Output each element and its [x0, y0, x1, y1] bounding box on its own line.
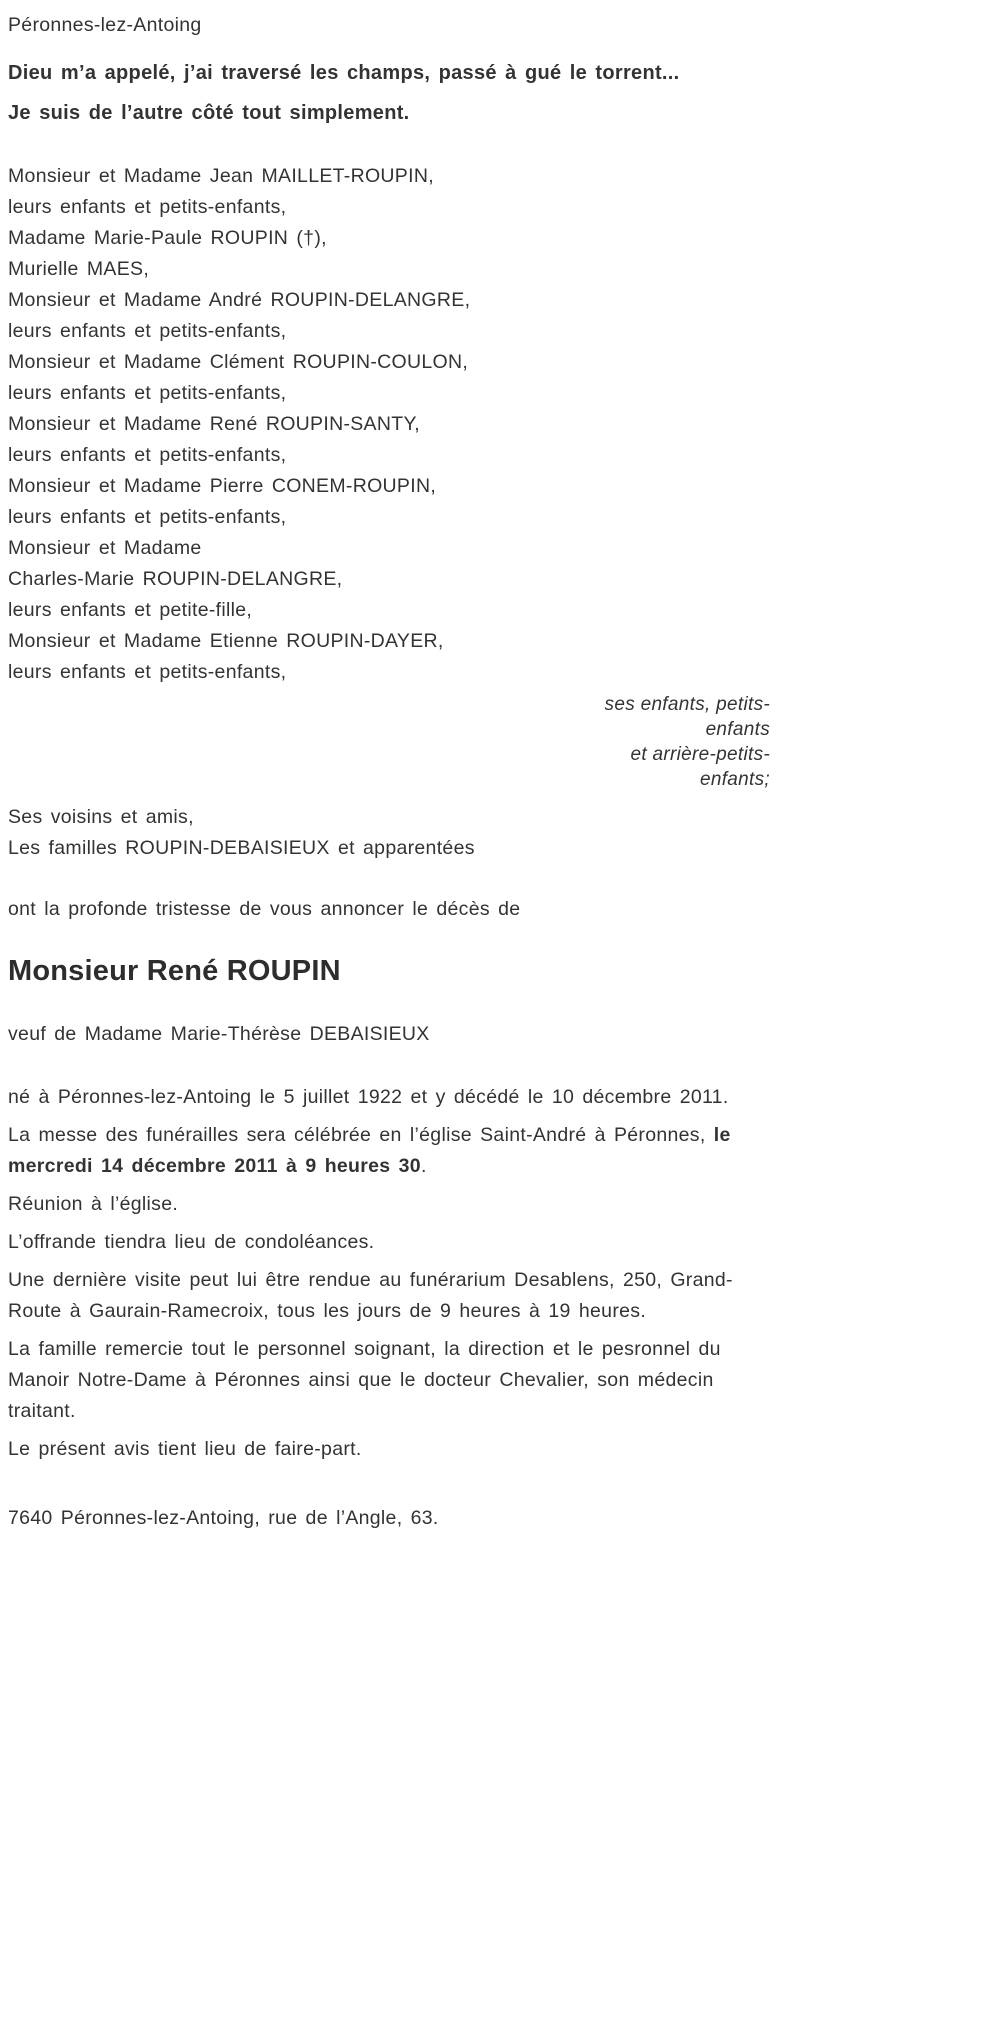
family-line: leurs enfants et petits-enfants, — [8, 320, 287, 342]
deceased-name-title: Monsieur René ROUPIN — [8, 955, 341, 987]
relation-line: veuf de Madame Marie-Thérèse DEBAISIEUX — [8, 1023, 430, 1045]
funeral-mass-paragraph — [8, 1120, 756, 1182]
family-line: Monsieur et Madame Etienne ROUPIN-DAYER, — [8, 630, 444, 652]
family-line: Madame Marie-Paule ROUPIN (†), — [8, 227, 327, 249]
descendants-line: et arrière-petits- — [630, 744, 770, 765]
faire-part-line: Le présent avis tient lieu de faire-part. — [8, 1438, 362, 1460]
descendants-note — [8, 692, 770, 792]
last-visit-paragraph: Une dernière visite peut lui être rendue au funérarium Desablens, 250, Grand-Route à Gaurain-Ramecroix, tous les jours de 9 heures à 19 heures. — [8, 1269, 733, 1322]
family-line: leurs enfants et petits-enfants, — [8, 661, 287, 683]
epitaph-line-1: Dieu m’a appelé, j’ai traversé les champs, passé à gué le torrent... — [8, 62, 680, 84]
family-list — [8, 161, 990, 688]
epitaph-line-2: Je suis de l’autre côté tout simplement. — [8, 102, 410, 124]
descendants-line: ses enfants, petits- — [604, 694, 770, 715]
announcement-intro: ont la profonde tristesse de vous annoncer le décès de — [8, 898, 521, 920]
descendants-line: enfants; — [699, 769, 770, 790]
family-line: Monsieur et Madame Jean MAILLET-ROUPIN, — [8, 165, 434, 187]
reunion-line: Réunion à l’église. — [8, 1193, 179, 1215]
family-line: Monsieur et Madame André ROUPIN-DELANGRE, — [8, 289, 471, 311]
place-line: Péronnes-lez-Antoing — [8, 14, 202, 36]
family-line: leurs enfants et petite-fille, — [8, 599, 253, 621]
family-line: Monsieur et Madame René ROUPIN-SANTY, — [8, 413, 420, 435]
birth-death-paragraph: né à Péronnes-lez-Antoing le 5 juillet 1922 et y décédé le 10 décembre 2011. — [8, 1086, 729, 1108]
family-line: leurs enfants et petits-enfants, — [8, 444, 287, 466]
family-line: Murielle MAES, — [8, 258, 150, 280]
family-line: Charles-Marie ROUPIN-DELANGRE, — [8, 568, 343, 590]
family-line: Monsieur et Madame — [8, 537, 202, 559]
closing-line-families: Les familles ROUPIN-DEBAISIEUX et apparentées — [8, 837, 475, 859]
funeral-mass-period: . — [420, 1155, 427, 1177]
family-line: leurs enfants et petits-enfants, — [8, 506, 287, 528]
descendants-line: enfants — [705, 719, 770, 740]
family-line: Monsieur et Madame Pierre CONEM-ROUPIN, — [8, 475, 437, 497]
closing-lines — [8, 802, 990, 864]
address-line: 7640 Péronnes-lez-Antoing, rue de l’Angle, 63. — [8, 1507, 439, 1529]
funeral-date-bold: le mercredi 14 décembre 2011 à 9 heures 30 — [8, 1124, 731, 1177]
family-line: Monsieur et Madame Clément ROUPIN-COULON, — [8, 351, 469, 373]
closing-line-neighbors: Ses voisins et amis, — [8, 806, 194, 828]
funeral-mass-text: La messe des funérailles sera célébrée en l’église Saint-André à Péronnes, — [8, 1124, 714, 1146]
condolences-line: L’offrande tiendra lieu de condoléances. — [8, 1231, 375, 1253]
family-line: leurs enfants et petits-enfants, — [8, 196, 287, 218]
notice-details — [8, 1082, 756, 1465]
family-line: leurs enfants et petits-enfants, — [8, 382, 287, 404]
epitaph — [8, 53, 990, 133]
thanks-paragraph: La famille remercie tout le personnel soignant, la direction et le pesronnel du Manoir Notre-Dame à Péronnes ainsi que le docteur Chevalier, son médecin traitant. — [8, 1338, 721, 1422]
